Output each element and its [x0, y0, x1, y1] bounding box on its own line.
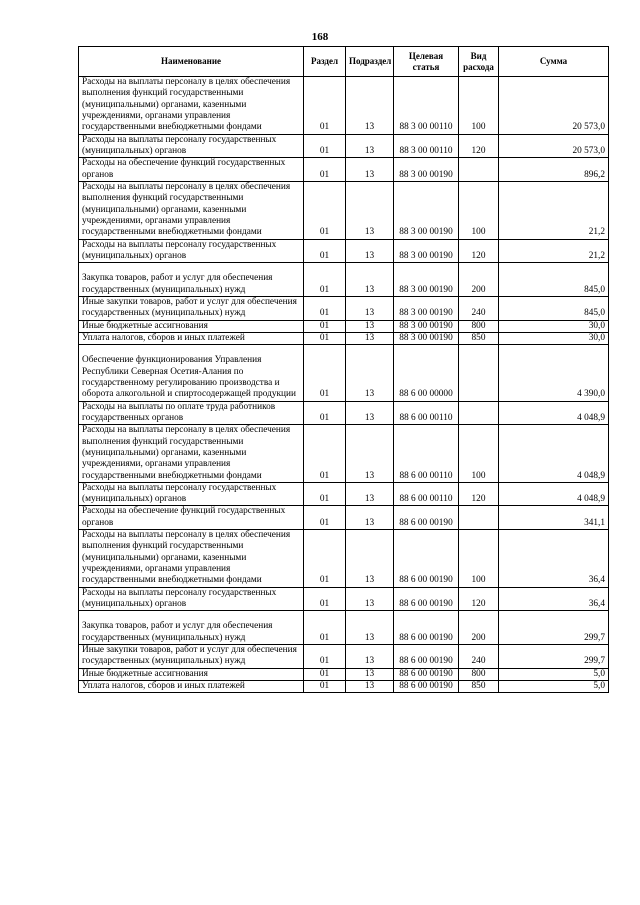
- row-target: [394, 506, 459, 530]
- table-row: [79, 668, 609, 680]
- row-section-text: 01: [319, 308, 330, 319]
- row-subsection: [346, 530, 394, 588]
- row-subsection-text: 13: [364, 656, 375, 667]
- row-section: [304, 77, 346, 135]
- row-sum-text: 4 048,9: [577, 470, 605, 481]
- row-name: [79, 77, 304, 135]
- row-section-text: 01: [319, 494, 330, 505]
- row-type-text: 240: [471, 656, 486, 667]
- row-sum: [499, 401, 609, 425]
- table-body: [79, 77, 609, 693]
- row-target-text: 88 6 00 00110: [399, 494, 453, 505]
- table-row: [79, 134, 609, 158]
- budget-table: [78, 46, 609, 693]
- row-subsection: [346, 425, 394, 483]
- row-sum-text: 341,1: [584, 517, 605, 528]
- row-type: [459, 645, 499, 669]
- row-type: [459, 506, 499, 530]
- row-section: [304, 506, 346, 530]
- table-row: [79, 587, 609, 611]
- row-subsection: [346, 181, 394, 239]
- table-row: [79, 530, 609, 588]
- row-subsection-text: 13: [364, 332, 375, 343]
- row-name-text: Расходы на выплаты персоналу в целях обеспечения выполнения функций государственными (муниципальными) органами, казенными учреждениями, органами управления государственными внебюджетными фондами: [82, 77, 291, 133]
- row-name: [79, 239, 304, 263]
- row-sum: [499, 345, 609, 401]
- row-subsection: [346, 345, 394, 401]
- row-name-text: Расходы на выплаты персоналу в целях обеспечения выполнения функций государственными (муниципальными) органами, казенными учреждениями, органами управления государственными внебюджетными фондами: [82, 530, 291, 586]
- row-target-text: 88 6 00 00110: [399, 470, 453, 481]
- row-target-text: 88 3 00 00190: [399, 169, 453, 180]
- row-type: [459, 296, 499, 320]
- row-sum-text: 30,0: [588, 332, 605, 343]
- row-type-text: 800: [471, 668, 486, 679]
- row-sum: [499, 530, 609, 588]
- row-target-text: 88 6 00 00190: [399, 668, 453, 679]
- row-sum-text: 845,0: [584, 308, 605, 319]
- row-sum-text: 299,7: [584, 656, 605, 667]
- row-sum-text: 20 573,0: [572, 145, 605, 156]
- row-type: [459, 482, 499, 506]
- column-header-target: Целевая статья: [394, 47, 459, 77]
- row-sum-text: 21,2: [588, 250, 605, 261]
- row-subsection: [346, 320, 394, 332]
- row-name: [79, 181, 304, 239]
- row-type: [459, 587, 499, 611]
- row-sum-text: 30,0: [588, 320, 605, 331]
- row-name: [79, 134, 304, 158]
- row-sum: [499, 181, 609, 239]
- row-name-text: Уплата налогов, сборов и иных платежей: [82, 681, 245, 692]
- row-name: [79, 668, 304, 680]
- row-section: [304, 239, 346, 263]
- column-header-section: Раздел: [304, 47, 346, 77]
- row-subsection-text: 13: [364, 284, 375, 295]
- column-header-type: Вид расхода: [459, 47, 499, 77]
- row-name-text: Закупка товаров, работ и услуг для обеспечения государственных (муниципальных) нужд: [82, 621, 273, 643]
- row-name-text: Иные бюджетные ассигнования: [82, 320, 208, 331]
- table-row: [79, 320, 609, 332]
- row-subsection-text: 13: [364, 632, 375, 643]
- row-section: [304, 645, 346, 669]
- row-name: [79, 401, 304, 425]
- row-name: [79, 645, 304, 669]
- row-sum-text: 5,0: [593, 668, 605, 679]
- row-subsection: [346, 645, 394, 669]
- row-section: [304, 425, 346, 483]
- row-name-text: Расходы на выплаты персоналу государственных (муниципальных) органов: [82, 587, 277, 610]
- row-type: [459, 530, 499, 588]
- row-subsection: [346, 611, 394, 645]
- row-type: [459, 681, 499, 693]
- row-section: [304, 401, 346, 425]
- row-subsection: [346, 482, 394, 506]
- row-target: [394, 332, 459, 344]
- row-section-text: 01: [319, 227, 330, 238]
- row-name: [79, 296, 304, 320]
- row-name-text: Расходы на выплаты персоналу государственных (муниципальных) органов: [82, 134, 277, 156]
- row-sum: [499, 158, 609, 182]
- row-section: [304, 530, 346, 588]
- row-type: [459, 239, 499, 263]
- row-section-text: 01: [319, 656, 330, 667]
- row-section: [304, 681, 346, 693]
- row-subsection-text: 13: [364, 250, 375, 261]
- row-section: [304, 345, 346, 401]
- row-target-text: 88 3 00 00190: [399, 308, 453, 319]
- table-row: [79, 681, 609, 693]
- row-type: [459, 320, 499, 332]
- row-name: [79, 587, 304, 611]
- row-sum: [499, 681, 609, 693]
- table-row: [79, 425, 609, 483]
- row-name-text: Обеспечение функционирования Управления Республики Северная Осетия-Алания по государственному регулированию производства и оборота алкогольной и спиртосодержащей продукции: [82, 355, 296, 400]
- row-target: [394, 345, 459, 401]
- row-target-text: 88 3 00 00190: [399, 284, 453, 295]
- row-name-text: Закупка товаров, работ и услуг для обеспечения государственных (муниципальных) нужд: [82, 273, 273, 295]
- table-row: [79, 401, 609, 425]
- row-section: [304, 587, 346, 611]
- row-subsection: [346, 401, 394, 425]
- row-type-text: 120: [471, 250, 486, 261]
- row-section-text: 01: [319, 389, 330, 400]
- row-name-text: Иные закупки товаров, работ и услуг для обеспечения государственных (муниципальных) нужд: [82, 296, 297, 319]
- row-target: [394, 611, 459, 645]
- row-target: [394, 263, 459, 297]
- row-sum-text: 299,7: [584, 632, 605, 643]
- row-type: [459, 263, 499, 297]
- table-row: [79, 181, 609, 239]
- row-sum: [499, 668, 609, 680]
- row-type-text: 200: [471, 284, 486, 295]
- row-target-text: 88 6 00 00190: [399, 632, 453, 643]
- row-name-text: Расходы на выплаты по оплате труда работников государственных органов: [82, 401, 276, 423]
- row-subsection: [346, 681, 394, 693]
- row-sum-text: 4 390,0: [577, 389, 605, 400]
- row-name: [79, 681, 304, 693]
- row-section-text: 01: [319, 470, 330, 481]
- row-target-text: 88 3 00 00110: [399, 122, 453, 133]
- row-subsection-text: 13: [364, 169, 375, 180]
- row-sum: [499, 239, 609, 263]
- row-sum-text: 4 048,9: [577, 494, 605, 505]
- row-name: [79, 506, 304, 530]
- row-subsection-text: 13: [364, 575, 375, 586]
- row-target-text: 88 3 00 00190: [399, 227, 453, 238]
- row-sum: [499, 134, 609, 158]
- row-type: [459, 134, 499, 158]
- row-subsection-text: 13: [364, 681, 375, 692]
- row-subsection-text: 13: [364, 517, 375, 528]
- row-target-text: 88 6 00 00190: [399, 681, 453, 692]
- row-target: [394, 530, 459, 588]
- row-subsection-text: 13: [364, 320, 375, 331]
- row-subsection-text: 13: [364, 494, 375, 505]
- row-sum: [499, 587, 609, 611]
- row-sum: [499, 320, 609, 332]
- table-row: [79, 77, 609, 135]
- row-type-text: 100: [471, 227, 486, 238]
- row-type: [459, 181, 499, 239]
- row-name-text: Расходы на выплаты персоналу государственных (муниципальных) органов: [82, 482, 277, 505]
- row-section: [304, 668, 346, 680]
- row-target: [394, 587, 459, 611]
- table-header-row: [79, 47, 609, 77]
- row-section-text: 01: [319, 145, 330, 156]
- row-target-text: 88 6 00 00000: [399, 389, 453, 400]
- row-target: [394, 668, 459, 680]
- row-type: [459, 401, 499, 425]
- row-name-text: Расходы на выплаты персоналу в целях обеспечения выполнения функций государственными (муниципальными) органами, казенными учреждениями, органами управления государственными внебюджетными фондами: [82, 425, 291, 481]
- row-type: [459, 332, 499, 344]
- row-subsection: [346, 506, 394, 530]
- row-name: [79, 611, 304, 645]
- row-section: [304, 181, 346, 239]
- row-subsection-text: 13: [364, 145, 375, 156]
- row-subsection-text: 13: [364, 599, 375, 610]
- row-name: [79, 320, 304, 332]
- row-type: [459, 425, 499, 483]
- row-name-text: Расходы на обеспечение функций государственных органов: [82, 506, 286, 528]
- row-type-text: 100: [471, 575, 486, 586]
- row-subsection-text: 13: [364, 470, 375, 481]
- row-subsection-text: 13: [364, 412, 375, 423]
- table-row: [79, 332, 609, 344]
- row-type: [459, 158, 499, 182]
- row-section: [304, 296, 346, 320]
- row-subsection: [346, 263, 394, 297]
- row-target: [394, 296, 459, 320]
- row-target: [394, 320, 459, 332]
- row-subsection-text: 13: [364, 308, 375, 319]
- row-section: [304, 134, 346, 158]
- row-sum: [499, 611, 609, 645]
- row-section: [304, 263, 346, 297]
- row-target: [394, 158, 459, 182]
- row-type-text: 100: [471, 470, 486, 481]
- row-type-text: 100: [471, 122, 486, 133]
- row-subsection-text: 13: [364, 389, 375, 400]
- row-type-text: 800: [471, 320, 486, 331]
- row-name-text: Расходы на выплаты персоналу государственных (муниципальных) органов: [82, 239, 277, 261]
- row-target: [394, 134, 459, 158]
- row-name-text: Иные закупки товаров, работ и услуг для обеспечения государственных (муниципальных) нужд: [82, 645, 297, 667]
- table-row: [79, 345, 609, 401]
- row-subsection: [346, 158, 394, 182]
- row-name-text: Уплата налогов, сборов и иных платежей: [82, 332, 245, 343]
- row-target-text: 88 6 00 00190: [399, 517, 453, 528]
- row-section-text: 01: [319, 412, 330, 423]
- row-name: [79, 263, 304, 297]
- row-subsection: [346, 668, 394, 680]
- row-name: [79, 482, 304, 506]
- row-sum-text: 21,2: [588, 227, 605, 238]
- row-section: [304, 320, 346, 332]
- row-target-text: 88 6 00 00190: [399, 656, 453, 667]
- row-name-text: Расходы на обеспечение функций государственных органов: [82, 158, 286, 180]
- row-type-text: 200: [471, 632, 486, 643]
- row-subsection: [346, 77, 394, 135]
- row-target: [394, 425, 459, 483]
- row-name: [79, 425, 304, 483]
- row-name-text: Расходы на выплаты персоналу в целях обеспечения выполнения функций государственными (муниципальными) органами, казенными учреждениями, органами управления государственными внебюджетными фондами: [82, 181, 291, 238]
- row-type: [459, 345, 499, 401]
- row-type: [459, 611, 499, 645]
- row-sum-text: 36,4: [588, 575, 605, 586]
- row-sum: [499, 506, 609, 530]
- row-type-text: 120: [471, 599, 486, 610]
- row-type-text: 120: [471, 494, 486, 505]
- row-section: [304, 332, 346, 344]
- row-target: [394, 681, 459, 693]
- row-target-text: 88 3 00 00190: [399, 332, 453, 343]
- row-name-text: Иные бюджетные ассигнования: [82, 668, 208, 679]
- row-target: [394, 239, 459, 263]
- row-section-text: 01: [319, 250, 330, 261]
- row-sum: [499, 296, 609, 320]
- row-target-text: 88 3 00 00190: [399, 250, 453, 261]
- row-section-text: 01: [319, 599, 330, 610]
- row-target-text: 88 3 00 00110: [399, 145, 453, 156]
- row-target-text: 88 3 00 00190: [399, 320, 453, 331]
- row-section-text: 01: [319, 575, 330, 586]
- row-type: [459, 77, 499, 135]
- table-row: [79, 239, 609, 263]
- row-sum-text: 896,2: [584, 169, 605, 180]
- column-header-subsection: Подраздел: [346, 47, 394, 77]
- row-section-text: 01: [319, 320, 330, 331]
- table-row: [79, 263, 609, 297]
- row-target: [394, 645, 459, 669]
- row-name: [79, 530, 304, 588]
- table-row: [79, 296, 609, 320]
- row-section-text: 01: [319, 169, 330, 180]
- row-section: [304, 611, 346, 645]
- row-subsection-text: 13: [364, 227, 375, 238]
- table-row: [79, 611, 609, 645]
- row-target: [394, 181, 459, 239]
- row-sum: [499, 425, 609, 483]
- table-row: [79, 158, 609, 182]
- column-header-sum: Сумма: [499, 47, 609, 77]
- table-row: [79, 645, 609, 669]
- row-section: [304, 482, 346, 506]
- row-section-text: 01: [319, 681, 330, 692]
- row-type-text: 120: [471, 145, 486, 156]
- row-type-text: 240: [471, 308, 486, 319]
- row-name: [79, 332, 304, 344]
- row-name: [79, 158, 304, 182]
- row-name: [79, 345, 304, 401]
- row-section: [304, 158, 346, 182]
- row-sum: [499, 645, 609, 669]
- row-section-text: 01: [319, 332, 330, 343]
- page-number: 168: [311, 31, 329, 43]
- row-target-text: 88 6 00 00190: [399, 575, 453, 586]
- row-target: [394, 482, 459, 506]
- row-target-text: 88 6 00 00110: [399, 412, 453, 423]
- column-header-name: Наименование: [79, 47, 304, 77]
- row-subsection: [346, 587, 394, 611]
- row-section-text: 01: [319, 517, 330, 528]
- row-sum: [499, 482, 609, 506]
- row-subsection: [346, 296, 394, 320]
- row-section-text: 01: [319, 668, 330, 679]
- row-type: [459, 668, 499, 680]
- row-subsection: [346, 239, 394, 263]
- row-subsection: [346, 332, 394, 344]
- row-sum-text: 4 048,9: [577, 412, 605, 423]
- row-sum: [499, 77, 609, 135]
- row-subsection: [346, 134, 394, 158]
- row-section-text: 01: [319, 284, 330, 295]
- row-subsection-text: 13: [364, 668, 375, 679]
- row-sum-text: 845,0: [584, 284, 605, 295]
- row-section-text: 01: [319, 632, 330, 643]
- table-row: [79, 482, 609, 506]
- row-sum-text: 36,4: [588, 599, 605, 610]
- row-sum: [499, 263, 609, 297]
- row-sum: [499, 332, 609, 344]
- row-target-text: 88 6 00 00190: [399, 599, 453, 610]
- row-type-text: 850: [471, 681, 486, 692]
- row-target: [394, 401, 459, 425]
- row-type-text: 850: [471, 332, 486, 343]
- row-subsection-text: 13: [364, 122, 375, 133]
- row-target: [394, 77, 459, 135]
- row-sum-text: 5,0: [593, 681, 605, 692]
- table-row: [79, 506, 609, 530]
- row-section-text: 01: [319, 122, 330, 133]
- row-sum-text: 20 573,0: [572, 122, 605, 133]
